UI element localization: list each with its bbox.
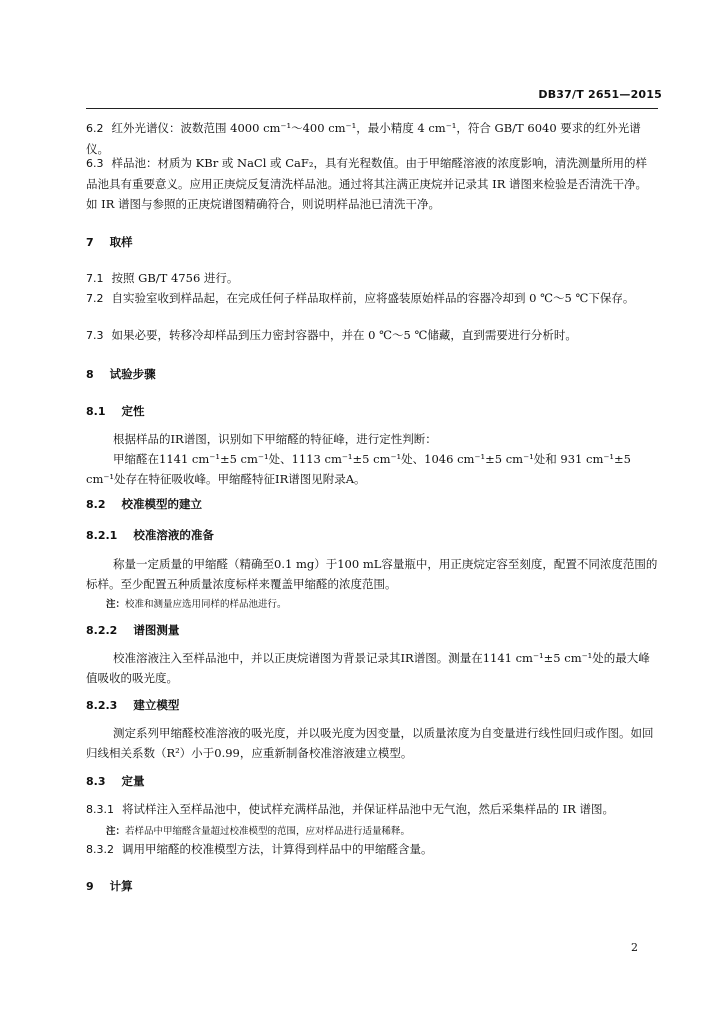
clause-7-2 — [86, 288, 658, 309]
section-number: 8.1 — [86, 405, 106, 418]
subsection-8-2-1-heading — [86, 527, 214, 543]
section-number: 7 — [86, 236, 94, 249]
section-title: 定量 — [121, 774, 145, 788]
clause-text: 调用甲缩醛的校准模型方法，计算得到样品中的甲缩醛含量。 — [122, 842, 433, 856]
page-number: 2 — [631, 941, 638, 954]
section-number: 8.2.3 — [86, 699, 118, 712]
note-text: 若样品中甲缩醛含量超过校准模型的范围，应对样品进行适量稀释。 — [125, 826, 411, 837]
paragraph-8-1-peaks: 甲缩醛在1141 cm⁻¹±5 cm⁻¹处、1113 cm⁻¹±5 cm⁻¹处、1046 cm⁻¹±5 cm⁻¹处和 931 cm⁻¹±5 cm⁻¹处存在特征吸收峰。甲缩醛特征IR谱图见附录A。 — [86, 452, 631, 486]
clause-text: 样品池：材质为 KBr 或 NaCl 或 CaF₂，具有光程数值。由于甲缩醛溶液的浓度影响，清洗测量所用的样品池具有重要意义。应用正庚烷反复清洗样品池。通过将其注满正庚烷并记录其 IR 谱图来检验是否清洗干净。如 IR 谱图与参照的正庚烷谱图精确符合，则说明样品池已清洗干净。 — [86, 156, 648, 211]
clause-6-3 — [86, 153, 658, 214]
section-title: 校准模型的建立 — [121, 497, 202, 511]
paragraph-8-2-1: 称量一定质量的甲缩醛（精确至0.1 mg）于100 mL容量瓶中，用正庚烷定容至刻度，配置不同浓度范围的标样。至少配置五种质量浓度标样来覆盖甲缩醛的浓度范围。 — [86, 557, 658, 591]
section-8-heading — [86, 366, 156, 382]
clause-number: 7.2 — [86, 292, 104, 305]
paragraph-8-2-3: 测定系列甲缩醛校准溶液的吸光度，并以吸光度为因变量，以质量浓度为自变量进行线性回归或作图。如回归线相关系数（R²）小于0.99，应重新制备校准溶液建立模型。 — [86, 726, 654, 760]
note-label: 注： — [106, 599, 126, 610]
subsection-8-3-heading — [86, 773, 145, 789]
section-7-heading — [86, 234, 133, 250]
clause-7-3 — [86, 325, 658, 346]
section-number: 9 — [86, 880, 94, 893]
note-text: 校准和测量应选用同样的样品池进行。 — [125, 599, 287, 610]
clause-number: 6.2 — [86, 122, 104, 135]
section-number: 8.2.2 — [86, 624, 118, 637]
clause-7-1 — [86, 268, 658, 289]
subsection-8-2-3-heading — [86, 697, 179, 713]
clause-number: 8.3.2 — [86, 843, 114, 856]
clause-8-3-2 — [86, 839, 658, 860]
subsection-8-2-2-heading — [86, 622, 179, 638]
clause-text: 将试样注入至样品池中，使试样充满样品池，并保证样品池中无气泡，然后采集样品的 IR 谱图。 — [122, 802, 615, 816]
paragraph-8-1-intro: 根据样品的IR谱图，识别如下甲缩醛的特征峰，进行定性判断： — [113, 432, 437, 446]
section-title: 建立模型 — [133, 698, 180, 712]
section-title: 计算 — [109, 879, 133, 893]
section-title: 取样 — [109, 235, 133, 249]
note-dilution — [106, 823, 410, 837]
subsection-8-1-heading — [86, 403, 145, 419]
section-number: 8.2.1 — [86, 529, 118, 542]
section-title: 谱图测量 — [133, 623, 180, 637]
section-number: 8 — [86, 368, 94, 381]
subsection-8-2-heading — [86, 496, 202, 512]
clause-text: 按照 GB/T 4756 进行。 — [111, 271, 239, 285]
section-number: 8.2 — [86, 498, 106, 511]
section-number: 8.3 — [86, 775, 106, 788]
clause-number: 7.3 — [86, 329, 104, 342]
clause-text: 自实验室收到样品起，在完成任何子样品取样前，应将盛装原始样品的容器冷却到 0 ℃～5 ℃下保存。 — [111, 291, 635, 305]
clause-number: 7.1 — [86, 272, 104, 285]
standard-number: DB37/T 2651—2015 — [538, 88, 662, 101]
section-9-heading — [86, 878, 133, 894]
clause-text: 红外光谱仪：波数范围 4000 cm⁻¹～400 cm⁻¹，最小精度 4 cm⁻¹，符合 GB/T 6040 要求的红外光谱仪。 — [86, 121, 641, 156]
note-cell-selection — [106, 596, 287, 610]
clause-number: 6.3 — [86, 157, 104, 170]
header-rule — [86, 108, 658, 109]
section-title: 试验步骤 — [109, 367, 156, 381]
section-title: 校准溶液的准备 — [133, 528, 214, 542]
clause-text: 如果必要，转移冷却样品到压力密封容器中，并在 0 ℃～5 ℃储藏，直到需要进行分析时。 — [111, 328, 577, 342]
note-label: 注： — [106, 826, 126, 837]
paragraph-8-2-2: 校准溶液注入至样品池中，并以正庚烷谱图为背景记录其IR谱图。测量在1141 cm⁻¹±5 cm⁻¹处的最大峰值吸收的吸光度。 — [86, 651, 650, 685]
section-title: 定性 — [121, 404, 145, 418]
clause-number: 8.3.1 — [86, 803, 114, 816]
clause-8-3-1 — [86, 799, 658, 820]
